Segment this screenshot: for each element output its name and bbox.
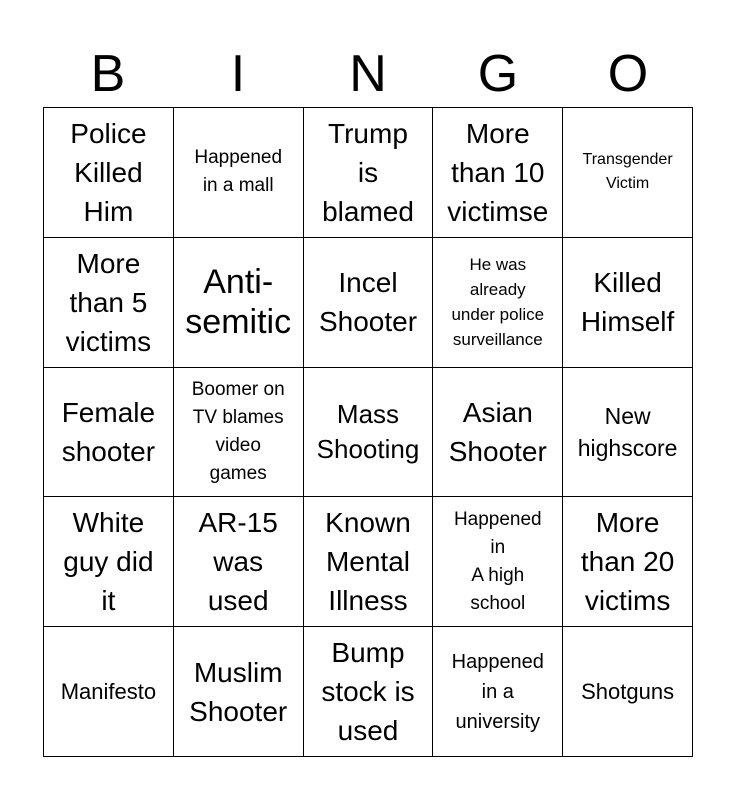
- header-letter-g: G: [477, 45, 519, 103]
- header-letter-i: I: [230, 45, 246, 103]
- cell-label: Shotguns: [581, 678, 675, 704]
- bingo-cell[interactable]: [563, 108, 693, 238]
- header-letter-b: B: [90, 45, 126, 103]
- cell-label: Killed Himself: [580, 267, 675, 338]
- bingo-cell[interactable]: [304, 497, 434, 627]
- cell-label: Mass Shooting: [316, 398, 420, 464]
- cell-label: Happened in A high school: [453, 508, 542, 614]
- cell-label: Police Killed Him: [70, 117, 147, 227]
- cell-label: Muslim Shooter: [189, 656, 288, 727]
- cell-label: AR-15 was used: [198, 507, 278, 617]
- bingo-cell[interactable]: [563, 238, 693, 368]
- bingo-cell[interactable]: [304, 108, 434, 238]
- cell-label: Transgender Victim: [582, 151, 673, 193]
- cell-label: He was already under police surveillance: [451, 255, 545, 350]
- bingo-cell[interactable]: [44, 368, 174, 498]
- bingo-cell[interactable]: [174, 627, 304, 757]
- bingo-cell[interactable]: [433, 108, 563, 238]
- cell-label: Known Mental Illness: [325, 507, 411, 617]
- cell-label: Incel Shooter: [318, 267, 418, 338]
- bingo-cell[interactable]: [44, 238, 174, 368]
- cell-label: Female shooter: [61, 396, 156, 467]
- header-letter-n: N: [349, 45, 387, 103]
- cell-label: More than 5 victims: [65, 247, 152, 357]
- header-letter-o: O: [607, 45, 649, 103]
- cell-label: More than 20 victims: [580, 507, 675, 617]
- cell-label: Trump is blamed: [322, 117, 414, 227]
- bingo-cell[interactable]: [174, 497, 304, 627]
- bingo-cell[interactable]: [174, 108, 304, 238]
- bingo-cell[interactable]: [304, 627, 434, 757]
- cell-label: More than 10 victimse: [447, 117, 549, 227]
- cell-label: Happened in a university: [451, 650, 544, 733]
- cell-label: New highscore: [577, 402, 678, 461]
- bingo-cell[interactable]: [563, 368, 693, 498]
- cell-label: Anti- semitic: [185, 263, 292, 342]
- bingo-grid: [43, 107, 693, 757]
- bingo-cell[interactable]: [433, 627, 563, 757]
- bingo-cell[interactable]: [304, 238, 434, 368]
- cell-label: Bump stock is used: [321, 637, 415, 747]
- cell-label: Manifesto: [60, 678, 157, 704]
- cell-label: Boomer on TV blames video games: [191, 378, 285, 484]
- bingo-cell[interactable]: [563, 627, 693, 757]
- bingo-header: [43, 40, 693, 108]
- bingo-cell[interactable]: [433, 368, 563, 498]
- bingo-cell[interactable]: [44, 497, 174, 627]
- bingo-cell[interactable]: [44, 108, 174, 238]
- cell-label: Asian Shooter: [448, 396, 547, 467]
- bingo-cell[interactable]: [433, 497, 563, 627]
- bingo-cell[interactable]: [174, 238, 304, 368]
- bingo-cell[interactable]: [304, 368, 434, 498]
- bingo-cell[interactable]: [44, 627, 174, 757]
- bingo-cell[interactable]: [563, 497, 693, 627]
- bingo-cell[interactable]: [433, 238, 563, 368]
- cell-label: Happened in a mall: [194, 147, 283, 197]
- bingo-cell[interactable]: [174, 368, 304, 498]
- cell-label: White guy did it: [63, 507, 154, 617]
